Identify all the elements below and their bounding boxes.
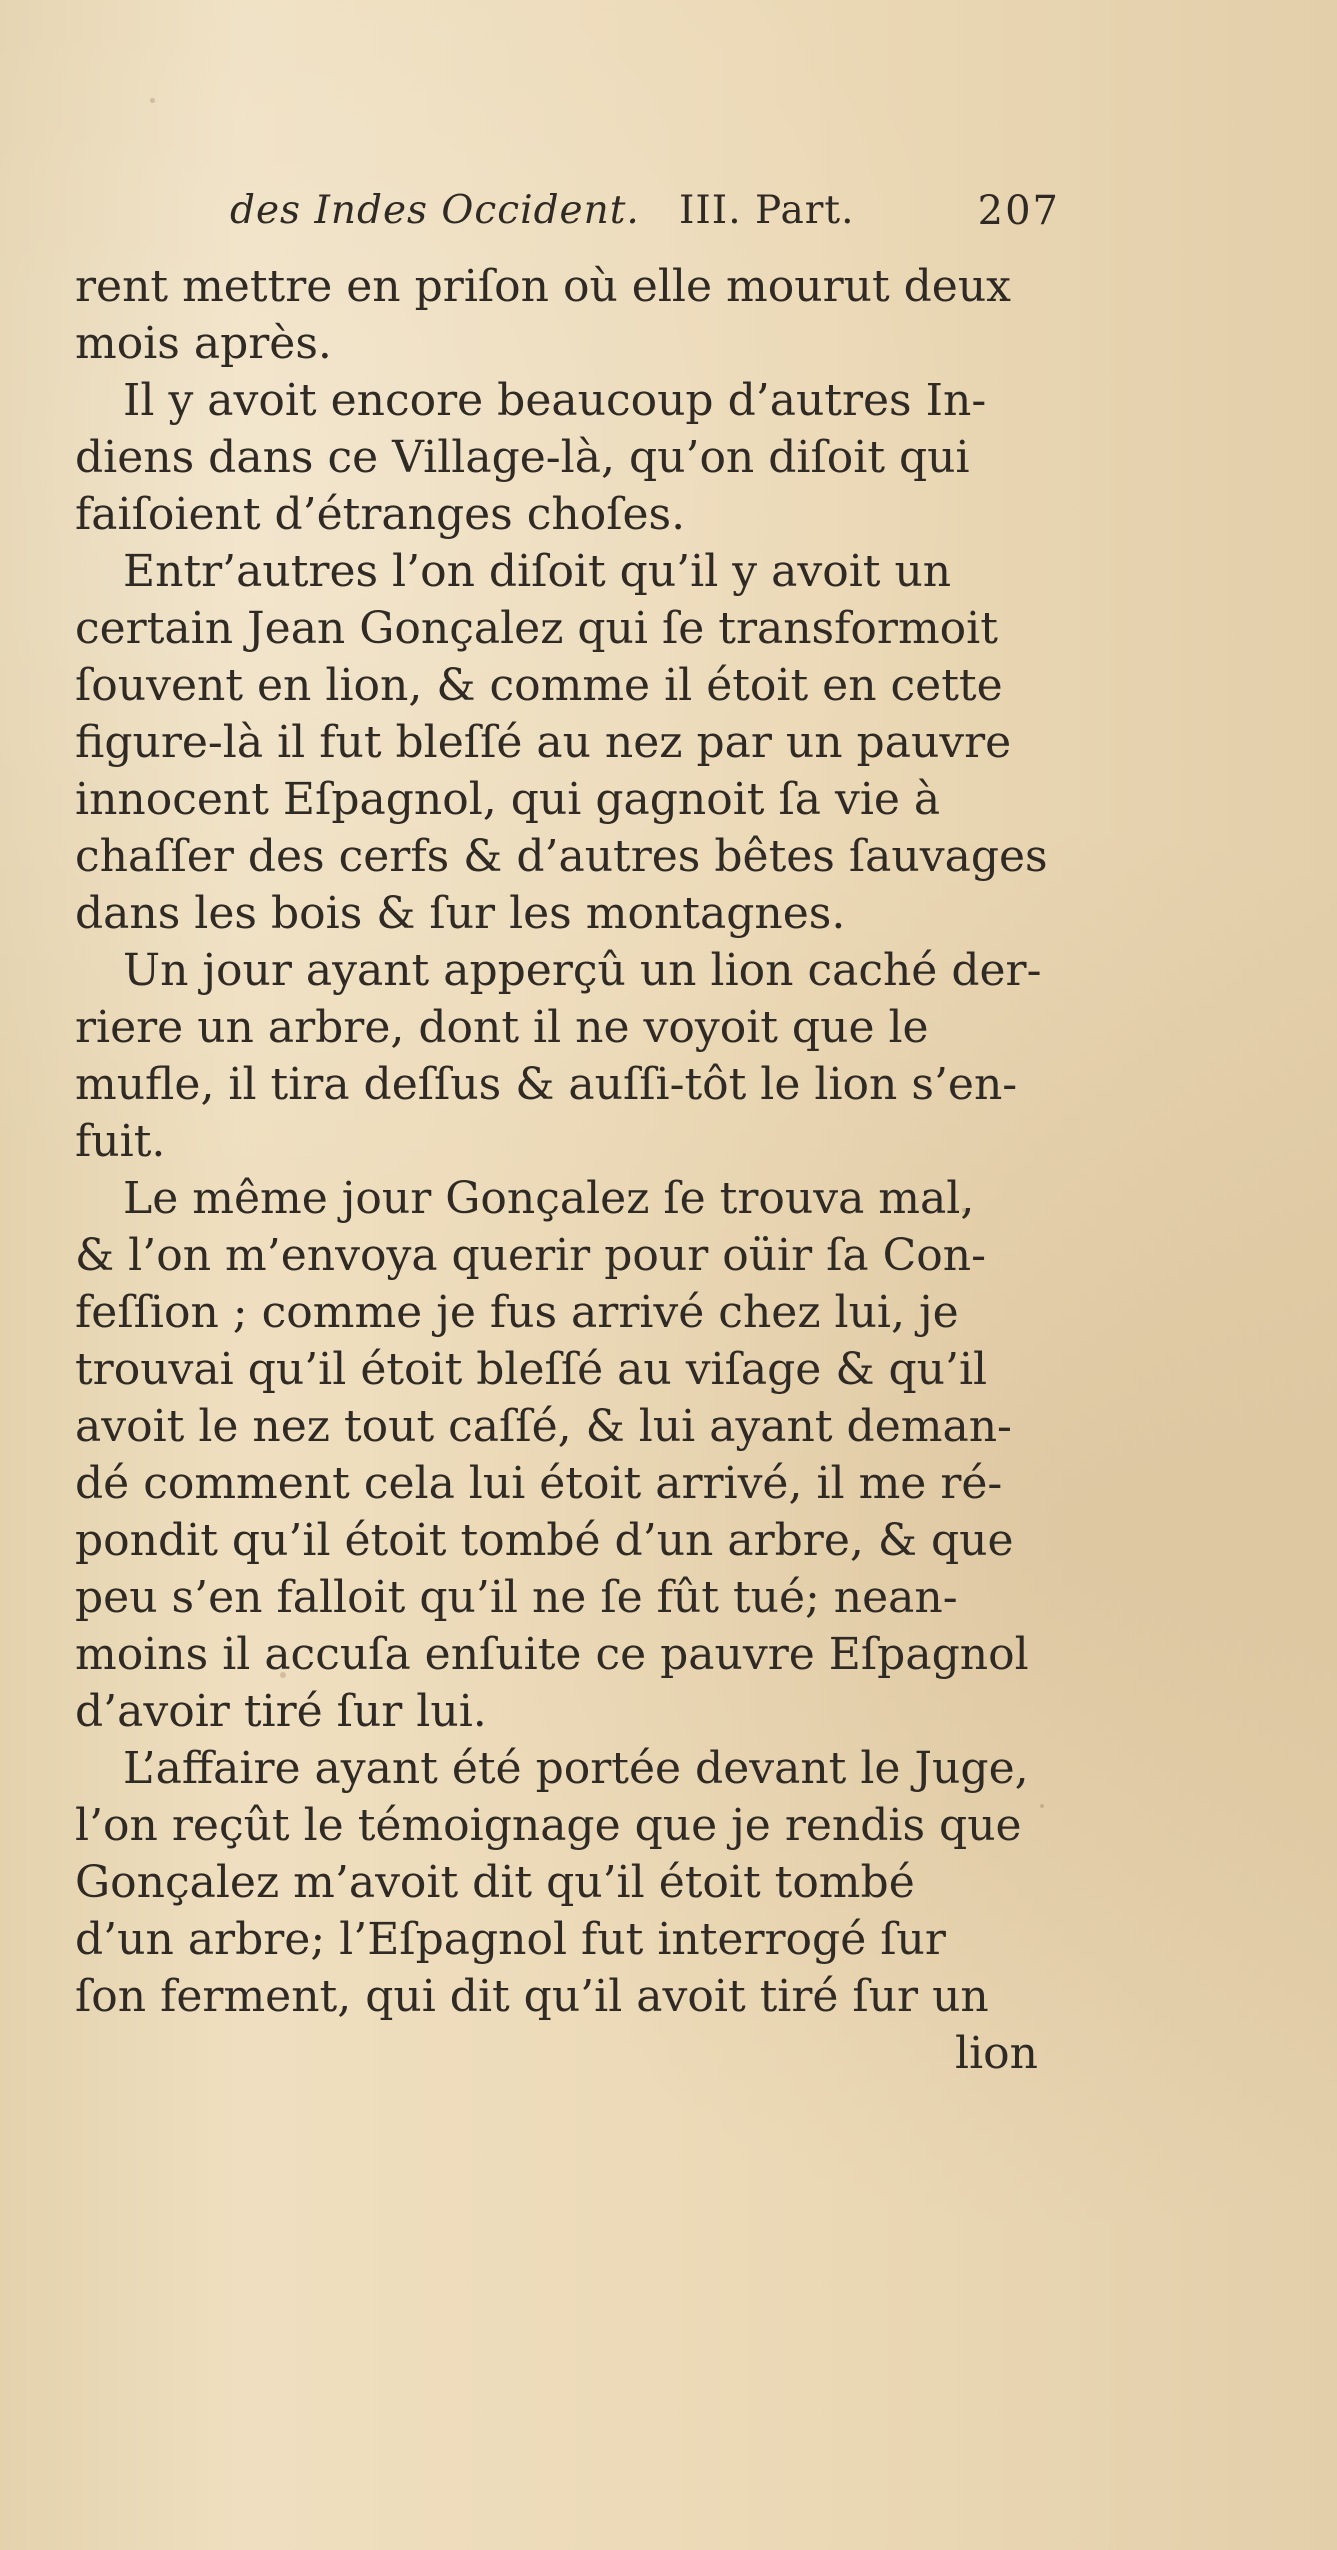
text-line: figure-là il fut bleſſé au nez par un pauvre xyxy=(75,717,1012,768)
text-line: ſouvent en lion, & comme il étoit en cette xyxy=(75,660,1003,711)
text-line: chaſſer des cerfs & d’autres bêtes ſauvages xyxy=(75,831,1048,882)
text-line: mufle, il tira deſſus & auſſi-tôt le lion s’en- xyxy=(75,1059,1018,1110)
catchword: lion xyxy=(955,2028,1038,2079)
paragraph-start-line: Il y avoit encore beaucoup d’autres In- xyxy=(123,375,987,426)
paper-speck xyxy=(150,98,155,103)
text-line: mois après. xyxy=(75,318,332,369)
body-text xyxy=(75,258,1060,2082)
catchword-line xyxy=(75,2025,1060,2082)
text-line: feſſion ; comme je fus arrivé chez lui, je xyxy=(75,1287,959,1338)
text-line: ſon ferment, qui dit qu’il avoit tiré ſur un xyxy=(75,1971,989,2022)
page-number: 207 xyxy=(977,188,1060,234)
text-line: avoit le nez tout caſſé, & lui ayant deman- xyxy=(75,1401,1012,1452)
text-line: diens dans ce Village-là, qu’on diſoit qui xyxy=(75,432,970,483)
text-line: & l’on m’envoya querir pour oüir ſa Con- xyxy=(75,1230,987,1281)
text-line: certain Jean Gonçalez qui ſe transformoit xyxy=(75,603,998,654)
text-line: dé comment cela lui étoit arrivé, il me ré- xyxy=(75,1458,1003,1509)
text-line: peu s’en falloit qu’il ne ſe fût tué; nean- xyxy=(75,1572,958,1623)
text-line: pondit qu’il étoit tombé d’un arbre, & que xyxy=(75,1515,1014,1566)
paragraph-start-line: L’affaire ayant été portée devant le Juge, xyxy=(123,1743,1029,1794)
text-line: riere un arbre, dont il ne voyoit que le xyxy=(75,1002,929,1053)
text-line: l’on reçût le témoignage que je rendis que xyxy=(75,1800,1022,1851)
running-header xyxy=(230,188,1060,244)
text-line: faiſoient d’étranges choſes. xyxy=(75,489,686,540)
paragraph-start-line: Un jour ayant apperçû un lion caché der- xyxy=(123,945,1042,996)
text-line: d’un arbre; l’Eſpagnol fut interrogé ſur xyxy=(75,1914,946,1965)
text-line: innocent Eſpagnol, qui gagnoit ſa vie à xyxy=(75,774,941,825)
text-line: Gonçalez m’avoit dit qu’il étoit tombé xyxy=(75,1857,915,1908)
text-line: d’avoir tiré ſur lui. xyxy=(75,1686,487,1737)
paragraph-start-line: Le même jour Gonçalez ſe trouva mal, xyxy=(123,1173,975,1224)
part-label: III. Part. xyxy=(679,188,855,233)
text-line: fuit. xyxy=(75,1116,166,1167)
text-line: rent mettre en priſon où elle mourut deux xyxy=(75,261,1011,312)
text-line: moins il accuſa enſuite ce pauvre Eſpagnol xyxy=(75,1629,1029,1680)
paragraph-start-line: Entr’autres l’on diſoit qu’il y avoit un xyxy=(123,546,952,597)
running-title: des Indes Occident. xyxy=(230,188,640,233)
text-line: dans les bois & ſur les montagnes. xyxy=(75,888,846,939)
text-line: trouvai qu’il étoit bleſſé au viſage & qu’il xyxy=(75,1344,988,1395)
